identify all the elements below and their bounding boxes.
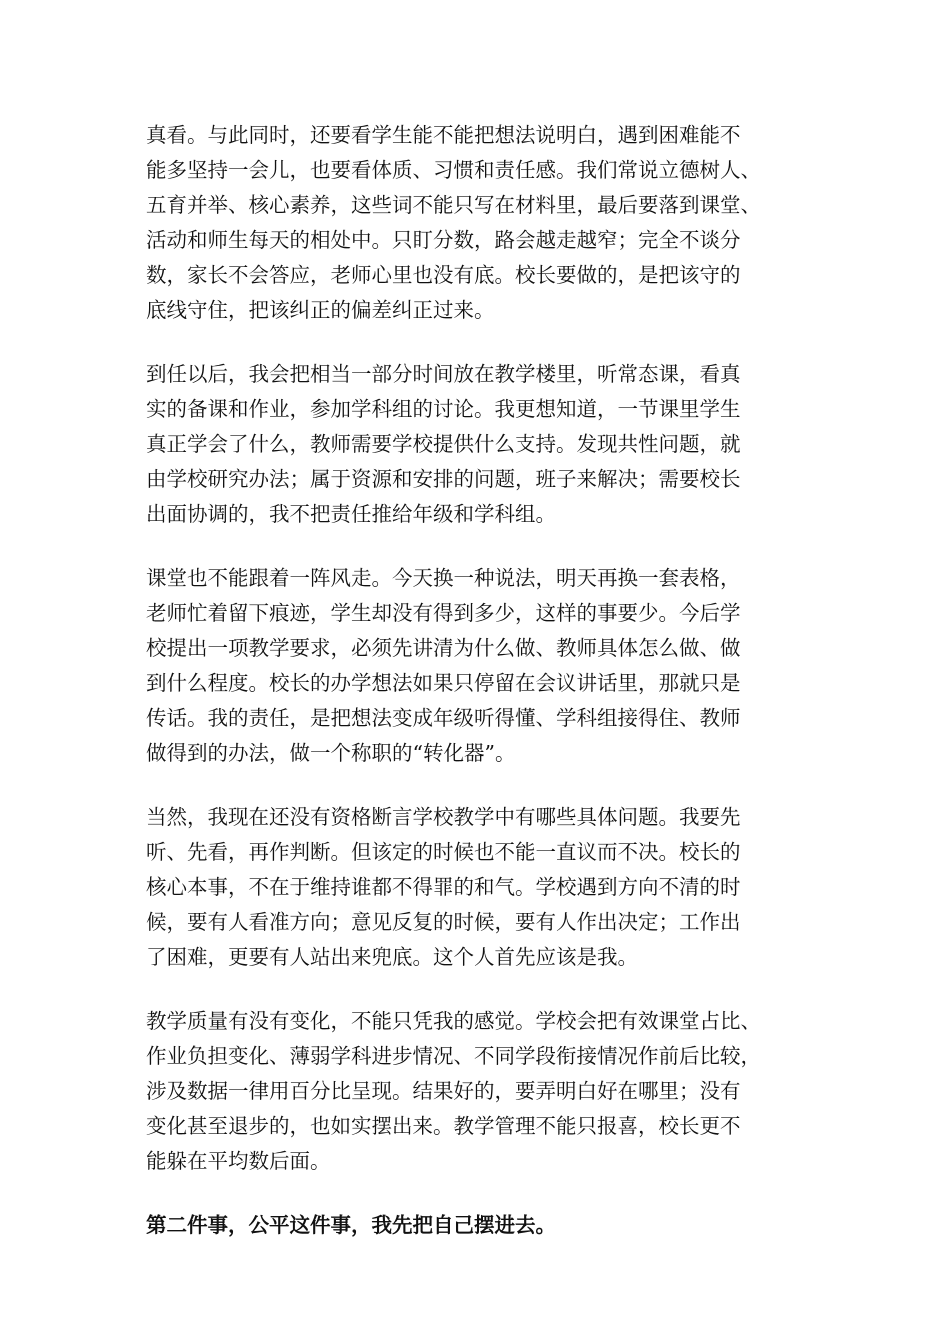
text-line: 活动和师生每天的相处中。只盯分数，路会越走越窄；完全不谈分	[146, 228, 741, 252]
text-line: 课堂也不能跟着一阵风走。今天换一种说法，明天再换一套表格，	[146, 566, 741, 590]
text-line: 出面协调的，我不把责任推给年级和学科组。	[146, 502, 556, 526]
section-heading	[146, 1208, 808, 1243]
paragraph-1	[146, 118, 808, 328]
text-line: 五育并举、核心素养，这些词不能只写在材料里，最后要落到课堂、	[146, 193, 761, 217]
text-line: 候，要有人看准方向；意见反复的时候，要有人作出决定；工作出	[146, 910, 741, 934]
text-line: 到什么程度。校长的办学想法如果只停留在会议讲话里，那就只是	[146, 671, 741, 695]
text-line: 当然，我现在还没有资格断言学校教学中有哪些具体问题。我要先	[146, 805, 741, 829]
text-line: 底线守住，把该纠正的偏差纠正过来。	[146, 298, 495, 322]
text-line: 由学校研究办法；属于资源和安排的问题，班子来解决；需要校长	[146, 467, 741, 491]
text-line: 校提出一项教学要求，必须先讲清为什么做、教师具体怎么做、做	[146, 636, 741, 660]
paragraph-5	[146, 1004, 808, 1179]
text-line: 实的备课和作业，参加学科组的讨论。我更想知道，一节课里学生	[146, 397, 741, 421]
text-line: 到任以后，我会把相当一部分时间放在教学楼里，听常态课，看真	[146, 362, 741, 386]
text-line: 变化甚至退步的，也如实摆出来。教学管理不能只报喜，校长更不	[146, 1114, 741, 1138]
text-line: 教学质量有没有变化，不能只凭我的感觉。学校会把有效课堂占比、	[146, 1009, 761, 1033]
text-line: 真看。与此同时，还要看学生能不能把想法说明白，遇到困难能不	[146, 123, 741, 147]
paragraph-2	[146, 357, 808, 532]
text-line: 能多坚持一会儿，也要看体质、习惯和责任感。我们常说立德树人、	[146, 158, 761, 182]
text-line: 核心本事，不在于维持谁都不得罪的和气。学校遇到方向不清的时	[146, 875, 741, 899]
section-heading-text: 第二件事，公平这件事，我先把自己摆进去。	[146, 1213, 556, 1237]
text-line: 了困难，更要有人站出来兜底。这个人首先应该是我。	[146, 945, 638, 969]
paragraph-3	[146, 561, 808, 771]
text-line: 做得到的办法，做一个称职的“转化器”。	[146, 741, 516, 765]
text-line: 传话。我的责任，是把想法变成年级听得懂、学科组接得住、教师	[146, 706, 741, 730]
paragraph-4	[146, 800, 808, 975]
text-line: 真正学会了什么，教师需要学校提供什么支持。发现共性问题，就	[146, 432, 741, 456]
text-line: 作业负担变化、薄弱学科进步情况、不同学段衔接情况作前后比较，	[146, 1044, 761, 1068]
text-line: 听、先看，再作判断。但该定的时候也不能一直议而不决。校长的	[146, 840, 741, 864]
text-line: 能躲在平均数后面。	[146, 1149, 331, 1173]
document-body	[146, 118, 808, 1272]
text-line: 涉及数据一律用百分比呈现。结果好的，要弄明白好在哪里；没有	[146, 1079, 741, 1103]
text-line: 老师忙着留下痕迹，学生却没有得到多少，这样的事要少。今后学	[146, 601, 741, 625]
text-line: 数，家长不会答应，老师心里也没有底。校长要做的，是把该守的	[146, 263, 741, 287]
